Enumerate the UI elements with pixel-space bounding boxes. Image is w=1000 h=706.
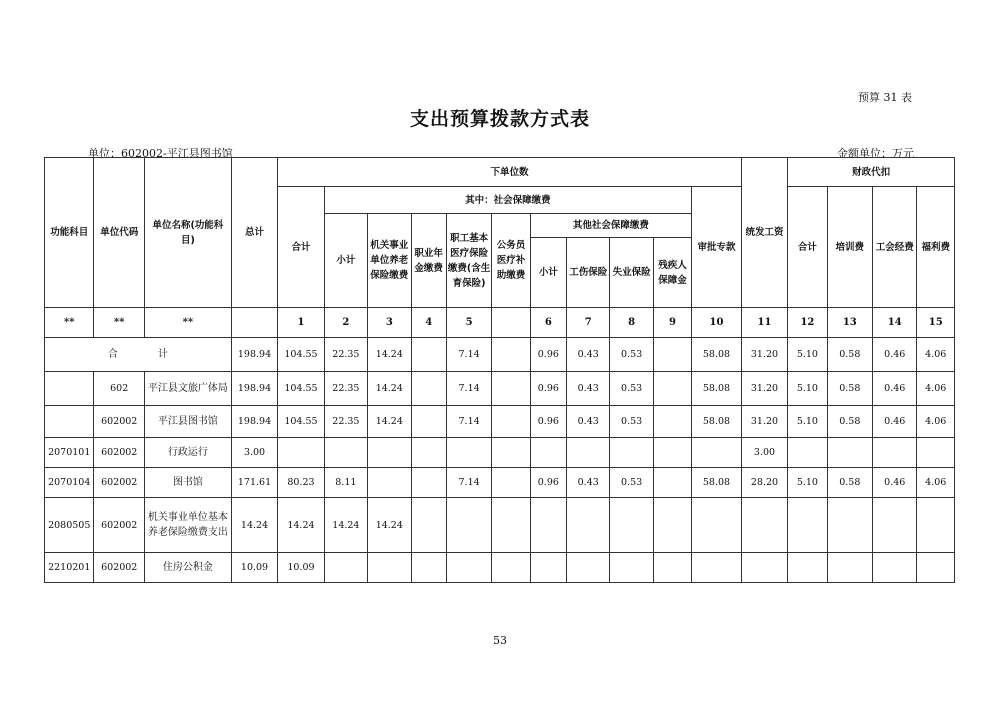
amount-cell: 14.24 <box>324 498 367 553</box>
col-number: 10 <box>692 308 742 338</box>
amount-cell: 0.43 <box>567 406 610 438</box>
total-cell: 7.14 <box>446 338 491 372</box>
amount-cell: 10.09 <box>278 553 324 583</box>
amount-cell <box>492 372 530 406</box>
total-cell: 4.06 <box>917 338 955 372</box>
amount-cell: 0.43 <box>567 468 610 498</box>
amount-cell <box>653 406 691 438</box>
amount-cell <box>492 498 530 553</box>
amount-cell: 22.35 <box>324 406 367 438</box>
header-occupational-annuity: 职业年金缴费 <box>411 214 446 308</box>
amount-cell <box>610 498 653 553</box>
amount-cell <box>411 372 446 406</box>
col-number: 6 <box>530 308 566 338</box>
amount-cell: 4.06 <box>917 406 955 438</box>
col-number: 9 <box>653 308 691 338</box>
amount-cell <box>653 468 691 498</box>
amount-cell: 58.08 <box>692 406 742 438</box>
col-number: 11 <box>741 308 787 338</box>
col-number: 3 <box>368 308 411 338</box>
amount-cell <box>446 438 491 468</box>
total-cell: 0.53 <box>610 338 653 372</box>
amount-cell <box>917 553 955 583</box>
header-training: 培训费 <box>827 187 872 308</box>
col-number: 8 <box>610 308 653 338</box>
amount-cell <box>411 498 446 553</box>
col-number: 1 <box>278 308 324 338</box>
amount-cell: 80.23 <box>278 468 324 498</box>
amount-unit-label: 金额单位：万元 <box>837 147 914 160</box>
total-cell <box>492 338 530 372</box>
amount-cell <box>827 553 872 583</box>
unit-code-cell: 602002 <box>94 498 144 553</box>
amount-cell: 3.00 <box>741 438 787 468</box>
amount-cell: 171.61 <box>231 468 277 498</box>
unit-code-cell: 602 <box>94 372 144 406</box>
unit-name-cell: 机关事业单位基本养老保险缴费支出 <box>144 498 231 553</box>
func-subject-cell: 2070101 <box>45 438 94 468</box>
amount-cell: 0.96 <box>530 372 566 406</box>
header-union-fee: 工会经费 <box>873 187 917 308</box>
header-other-social: 其他社会保障缴费 <box>530 214 692 238</box>
unit-name-cell: 平江县文旅广体局 <box>144 372 231 406</box>
header-unemployment: 失业保险 <box>610 238 653 308</box>
header-sub-unit: 下单位数 <box>278 158 742 187</box>
column-number-row <box>45 308 955 338</box>
amount-cell <box>324 553 367 583</box>
total-cell: 0.43 <box>567 338 610 372</box>
amount-cell <box>530 498 566 553</box>
header-welfare: 福利费 <box>917 187 955 308</box>
amount-cell <box>492 468 530 498</box>
col-number: 2 <box>324 308 367 338</box>
header-subtotal-all: 合计 <box>278 187 324 308</box>
table-number-note: 预算 31 表 <box>858 91 912 104</box>
unit-label: 单位：602002-平江县图书馆 <box>88 147 233 160</box>
amount-cell <box>411 553 446 583</box>
amount-cell: 28.20 <box>741 468 787 498</box>
amount-cell <box>917 438 955 468</box>
amount-cell: 104.55 <box>278 406 324 438</box>
amount-cell <box>567 438 610 468</box>
col-number: 14 <box>873 308 917 338</box>
func-subject-cell: 2080505 <box>45 498 94 553</box>
amount-cell: 14.24 <box>368 406 411 438</box>
amount-cell <box>873 438 917 468</box>
header-unit-code: 单位代码 <box>94 158 144 308</box>
amount-cell: 4.06 <box>917 372 955 406</box>
amount-cell: 0.43 <box>567 372 610 406</box>
page-title: 支出预算拨款方式表 <box>409 108 590 130</box>
amount-cell: 7.14 <box>446 372 491 406</box>
table-row <box>45 372 955 406</box>
amount-cell <box>653 372 691 406</box>
header-other-subtotal: 小计 <box>530 238 566 308</box>
header-approved-special: 审批专款 <box>692 187 742 308</box>
amount-cell <box>368 438 411 468</box>
amount-cell <box>411 468 446 498</box>
amount-cell: 0.58 <box>827 468 872 498</box>
header-func-subject: 功能科目 <box>45 158 94 308</box>
budget-table <box>44 157 955 583</box>
func-subject-cell: 2210201 <box>45 553 94 583</box>
unit-name-cell: 平江县图书馆 <box>144 406 231 438</box>
col-number: 7 <box>567 308 610 338</box>
amount-cell: 0.46 <box>873 372 917 406</box>
header-social-security: 其中：社会保障缴费 <box>324 187 692 214</box>
amount-cell: 8.11 <box>324 468 367 498</box>
amount-cell <box>411 438 446 468</box>
amount-cell <box>492 553 530 583</box>
unit-code-cell: 602002 <box>94 468 144 498</box>
total-cell: 0.96 <box>530 338 566 372</box>
total-cell: 0.46 <box>873 338 917 372</box>
amount-cell <box>788 553 827 583</box>
amount-cell: 5.10 <box>788 406 827 438</box>
unit-code-cell: 602002 <box>94 553 144 583</box>
header-injury: 工伤保险 <box>567 238 610 308</box>
total-cell: 0.58 <box>827 338 872 372</box>
col-number <box>231 308 277 338</box>
amount-cell: 22.35 <box>324 372 367 406</box>
header-pension: 机关事业单位养老保险缴费 <box>368 214 411 308</box>
total-label: 合 计 <box>45 338 232 372</box>
amount-cell <box>278 438 324 468</box>
header-social-subtotal: 小计 <box>324 214 367 308</box>
amount-cell <box>411 406 446 438</box>
amount-cell: 198.94 <box>231 372 277 406</box>
unit-name-cell: 图书馆 <box>144 468 231 498</box>
amount-cell: 14.24 <box>368 498 411 553</box>
amount-cell <box>530 438 566 468</box>
total-cell: 5.10 <box>788 338 827 372</box>
amount-cell: 14.24 <box>368 372 411 406</box>
header-fiscal-withhold: 财政代扣 <box>788 158 955 187</box>
total-cell: 14.24 <box>368 338 411 372</box>
table-row <box>45 498 955 553</box>
col-number: 15 <box>917 308 955 338</box>
page-number: 53 <box>493 634 507 647</box>
unit-code-cell: 602002 <box>94 406 144 438</box>
amount-cell: 0.96 <box>530 468 566 498</box>
amount-cell <box>492 438 530 468</box>
total-cell: 22.35 <box>324 338 367 372</box>
amount-cell: 5.10 <box>788 468 827 498</box>
amount-cell: 7.14 <box>446 468 491 498</box>
amount-cell: 14.24 <box>231 498 277 553</box>
amount-cell: 198.94 <box>231 406 277 438</box>
amount-cell <box>368 468 411 498</box>
amount-cell: 14.24 <box>278 498 324 553</box>
amount-cell <box>827 438 872 468</box>
amount-cell <box>653 438 691 468</box>
amount-cell: 5.10 <box>788 372 827 406</box>
total-cell: 58.08 <box>692 338 742 372</box>
col-number: 13 <box>827 308 872 338</box>
amount-cell: 0.58 <box>827 372 872 406</box>
amount-cell: 58.08 <box>692 468 742 498</box>
amount-cell <box>610 438 653 468</box>
amount-cell <box>788 438 827 468</box>
total-cell: 104.55 <box>278 338 324 372</box>
total-row <box>45 338 955 372</box>
amount-cell: 31.20 <box>741 372 787 406</box>
amount-cell <box>788 498 827 553</box>
amount-cell <box>741 498 787 553</box>
amount-cell: 3.00 <box>231 438 277 468</box>
amount-cell: 0.53 <box>610 468 653 498</box>
col-number: 12 <box>788 308 827 338</box>
col-number: ** <box>94 308 144 338</box>
amount-cell <box>492 406 530 438</box>
unit-code-cell: 602002 <box>94 438 144 468</box>
amount-cell <box>324 438 367 468</box>
header-total: 总计 <box>231 158 277 308</box>
func-subject-cell: 2070104 <box>45 468 94 498</box>
amount-cell <box>368 553 411 583</box>
amount-cell <box>446 498 491 553</box>
col-number: ** <box>45 308 94 338</box>
amount-cell: 7.14 <box>446 406 491 438</box>
amount-cell: 31.20 <box>741 406 787 438</box>
amount-cell <box>446 553 491 583</box>
unit-name-cell: 行政运行 <box>144 438 231 468</box>
col-number: 5 <box>446 308 491 338</box>
header-medical: 职工基本医疗保险缴费(含生育保险) <box>446 214 491 308</box>
amount-cell <box>610 553 653 583</box>
table-row <box>45 468 955 498</box>
total-cell <box>653 338 691 372</box>
header-unit-name: 单位名称(功能科目) <box>144 158 231 308</box>
amount-cell <box>741 553 787 583</box>
amount-cell: 0.53 <box>610 406 653 438</box>
unit-name-cell: 住房公积金 <box>144 553 231 583</box>
amount-cell <box>692 553 742 583</box>
amount-cell: 0.96 <box>530 406 566 438</box>
amount-cell: 10.09 <box>231 553 277 583</box>
amount-cell <box>567 498 610 553</box>
amount-cell <box>653 553 691 583</box>
header-fiscal-total: 合计 <box>788 187 827 308</box>
amount-cell <box>917 498 955 553</box>
col-number: ** <box>144 308 231 338</box>
func-subject-cell <box>45 406 94 438</box>
table-body <box>45 338 955 583</box>
amount-cell <box>873 498 917 553</box>
table-row <box>45 406 955 438</box>
amount-cell: 104.55 <box>278 372 324 406</box>
amount-cell <box>692 438 742 468</box>
total-cell: 31.20 <box>741 338 787 372</box>
header-disability: 残疾人保障金 <box>653 238 691 308</box>
amount-cell <box>873 553 917 583</box>
amount-cell <box>653 498 691 553</box>
header-civil-medical-subsidy: 公务员医疗补助缴费 <box>492 214 530 308</box>
amount-cell: 4.06 <box>917 468 955 498</box>
table-row <box>45 438 955 468</box>
table-row <box>45 553 955 583</box>
func-subject-cell <box>45 372 94 406</box>
amount-cell: 0.46 <box>873 406 917 438</box>
amount-cell: 0.46 <box>873 468 917 498</box>
col-number: 4 <box>411 308 446 338</box>
amount-cell <box>530 553 566 583</box>
amount-cell: 0.53 <box>610 372 653 406</box>
amount-cell <box>692 498 742 553</box>
amount-cell <box>567 553 610 583</box>
col-number <box>492 308 530 338</box>
amount-cell: 0.58 <box>827 406 872 438</box>
amount-cell <box>827 498 872 553</box>
total-cell <box>411 338 446 372</box>
amount-cell: 58.08 <box>692 372 742 406</box>
total-cell: 198.94 <box>231 338 277 372</box>
header-unified-wage: 统发工资 <box>741 158 787 308</box>
